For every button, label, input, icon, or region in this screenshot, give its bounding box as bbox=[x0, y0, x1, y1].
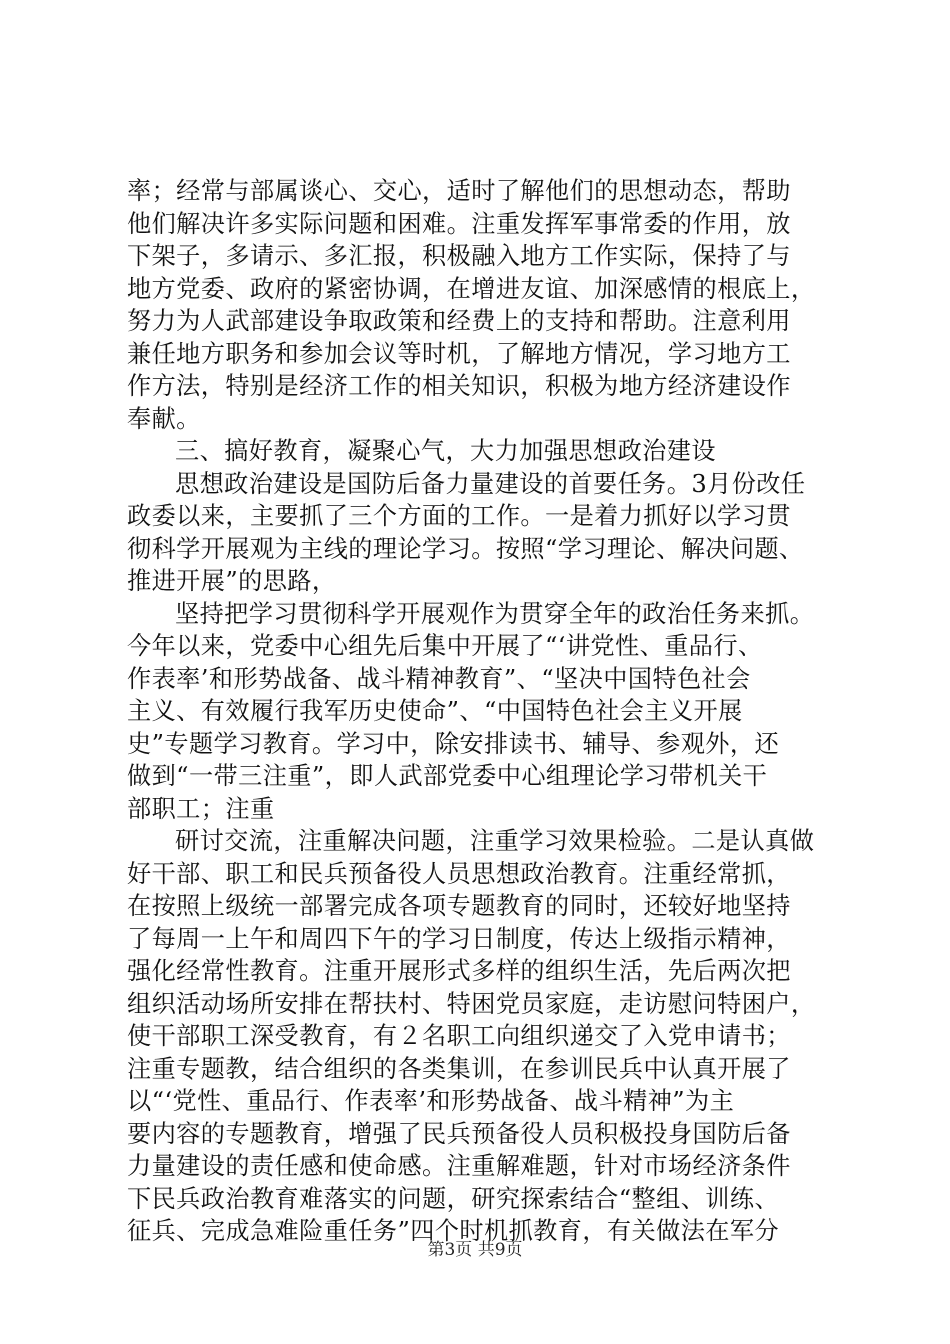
text-line: 作方法，特别是经济工作的相关知识，积极为地方经济建设作 bbox=[127, 372, 791, 400]
text-line: 了每周一上午和周四下午的学习日制度，传达上级指示精神， bbox=[127, 924, 791, 953]
text-line: 要内容的专题教育，增强了民兵预备役人员积极投身国防后备 bbox=[127, 1119, 791, 1148]
text-line: 研讨交流，注重解决问题，注重学习效果检验。二是认真做 bbox=[175, 827, 815, 855]
page-number-footer: 第3页 共9页 bbox=[427, 1240, 523, 1260]
text-line: 征兵、完成急难险重任务”四个时机抓教育，有关做法在军分 bbox=[127, 1217, 780, 1245]
text-line: 组织活动场所安排在帮扶村、特困党员家庭，走访慰问特困户， bbox=[127, 989, 816, 1018]
text-line: 使干部职工深受教育，有２名职工向组织递交了入党申请书； bbox=[127, 1022, 791, 1050]
text-line: 今年以来，党委中心组先后集中开展了“‘讲党性、重品行、 bbox=[127, 632, 763, 660]
document-body bbox=[127, 175, 843, 1248]
text-line: 政委以来，主要抓了三个方面的工作。一是着力抓好以学习贯 bbox=[127, 502, 791, 530]
text-line: 做到“一带三注重”，即人武部党委中心组理论学习带机关干 bbox=[127, 762, 768, 790]
text-line: 率；经常与部属谈心、交心，适时了解他们的思想动态，帮助 bbox=[127, 177, 791, 205]
text-line: 好干部、职工和民兵预备役人员思想政治教育。注重经常抓， bbox=[127, 859, 791, 888]
text-line: 奉献。 bbox=[127, 404, 201, 433]
text-line: 作表率’和形势战备、战斗精神教育”、“坚决中国特色社会 bbox=[127, 664, 751, 693]
text-line: 以“‘党性、重品行、作表率’和形势战备、战斗精神”为主 bbox=[127, 1087, 735, 1115]
text-line: 坚持把学习贯彻科学开展观作为贯穿全年的政治任务来抓。 bbox=[175, 599, 815, 628]
text-line: 彻科学开展观为主线的理论学习。按照“学习理论、解决问题、 bbox=[127, 534, 804, 563]
text-line: 主义、有效履行我军历史使命”、“中国特色社会主义开展 bbox=[127, 697, 743, 725]
text-line: 推进开展”的思路， bbox=[127, 567, 337, 595]
text-line: 史”专题学习教育。学习中，除安排读书、辅导、参观外，还 bbox=[127, 729, 780, 758]
text-line: 思想政治建设是国防后备力量建设的首要任务。3月份改任 bbox=[175, 469, 806, 498]
text-line: 强化经常性教育。注重开展形式多样的组织生活，先后两次把 bbox=[127, 957, 791, 985]
section-heading: 三、搞好教育，凝聚心气，大力加强思想政治建设 bbox=[175, 437, 716, 465]
text-line: 努力为人武部建设争取政策和经费上的支持和帮助。注意利用 bbox=[127, 307, 791, 335]
text-line: 下民兵政治教育难落实的问题，研究探索结合“整组、训练、 bbox=[127, 1184, 780, 1213]
text-line: 部职工；注重 bbox=[127, 794, 275, 823]
text-line: 他们解决许多实际问题和困难。注重发挥军事常委的作用，放 bbox=[127, 209, 791, 238]
text-line: 兼任地方职务和参加会议等时机，了解地方情况，学习地方工 bbox=[127, 339, 791, 368]
text-line: 在按照上级统一部署完成各项专题教育的同时，还较好地坚持 bbox=[127, 892, 791, 920]
text-line: 地方党委、政府的紧密协调，在增进友谊、加深感情的根底上， bbox=[127, 274, 816, 303]
text-line: 注重专题教，结合组织的各类集训，在参训民兵中认真开展了 bbox=[127, 1054, 791, 1083]
text-line: 力量建设的责任感和使命感。注重解难题，针对市场经济条件 bbox=[127, 1152, 791, 1180]
text-line: 下架子，多请示、多汇报，积极融入地方工作实际，保持了与 bbox=[127, 242, 791, 270]
